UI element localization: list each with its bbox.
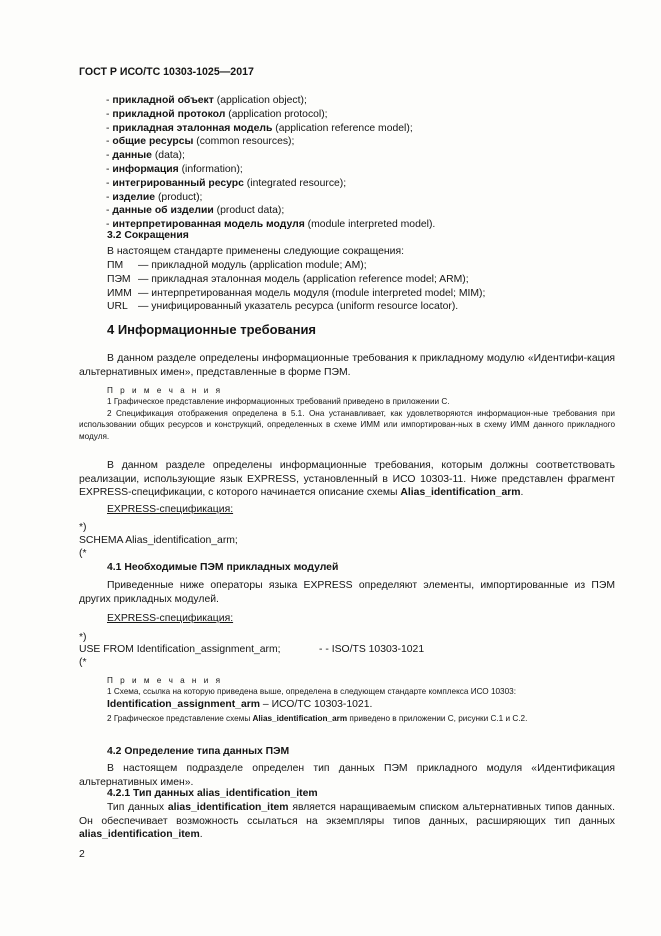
note-2: 2 Спецификация отображения определена в 5.1. Она устанавливает, как удовлетворяются информацион-ные требования при использовании общих ресурсов и конструкций, определенных в схеме ИММ или импортирован-ных в схему ИММ данного прикладного модуля. (79, 408, 615, 441)
section-4-heading: 4 Информационные требования (107, 322, 317, 337)
abbreviations-list (107, 259, 485, 314)
notes-label: П р и м е ч а н и я (107, 386, 223, 395)
code-close-2: (* (79, 657, 87, 668)
terms-list (106, 94, 435, 232)
abbreviation-item: URL — унифицированный указатель ресурса (uniform resource locator). (107, 301, 459, 313)
term-item: - данные об изделии (product data); (106, 205, 285, 217)
term-item: - информация (information); (106, 163, 243, 175)
code-open-1: *) (79, 522, 87, 533)
note-4-1-2: 2 Графическое представление схемы Alias_identification_arm приведено в приложении С, рисунки С.1 и С.2. (107, 714, 528, 723)
note-4-1-1: 1 Схема, ссылка на которую приведена выше, определена в следующем стандарте комплекса ИСО 10303: (107, 687, 516, 696)
code-use-line: USE FROM Identification_assignment_arm; (79, 644, 281, 655)
abbreviation-item: ИММ — интерпретированная модель модуля (module interpreted model; MIM); (107, 287, 486, 299)
term-item: - изделие (product); (106, 191, 203, 203)
term-item: - интерпретированная модель модуля (module interpreted model). (106, 219, 436, 231)
note-1: 1 Графическое представление информационных требований приведено в приложении С. (107, 397, 450, 406)
abbreviation-item: ПЭМ — прикладная эталонная модель (application reference model; ARM); (107, 273, 469, 285)
section-4-paragraph-1: В данном разделе определены информационные требования к прикладному модулю «Идентифи-кация альтернативных имен», представленные в форме ПЭМ. (79, 353, 615, 378)
notes-label-2: П р и м е ч а н и я (107, 676, 223, 685)
section-4-paragraph-2: В данном разделе определены информационные требования, которым должны соответствовать реализации, использующие язык EXPRESS, установленный в ИСО 10303-11. Ниже представлен фрагмент EXPRESS-спецификации, с которого начинается описание схемы Alias_identification_arm. (79, 460, 615, 499)
term-item: - прикладная эталонная модель (application reference model); (106, 122, 413, 134)
term-item: - прикладной объект (application object); (106, 95, 307, 106)
term-item: - данные (data); (106, 150, 185, 162)
code-open-2: *) (79, 632, 87, 643)
page-number: 2 (79, 849, 85, 860)
express-label-1: EXPRESS-спецификация: (107, 504, 234, 515)
section-4-notes (79, 396, 615, 442)
express-label-2: EXPRESS-спецификация: (107, 613, 234, 624)
code-use-comment: - - ISO/TS 10303-1021 (319, 644, 425, 655)
note-4-1-1-reference: Identification_assignment_arm – ИСО/ТС 10303-1021. (107, 699, 373, 710)
term-item: - прикладной протокол (application protocol); (106, 108, 328, 120)
term-item: - общие ресурсы (common resources); (106, 136, 295, 148)
code-close-1: (* (79, 548, 87, 559)
section-3-2-heading: 3.2 Сокращения (107, 230, 189, 241)
section-4-2-1-paragraph: Тип данных alias_identification_item является наращиваемым списком альтернативных типов данных. Он обеспечивает возможность ссылаться на экземпляры типов данных, расширяющих тип данных alias_identification_item. (79, 802, 616, 841)
section-4-2-heading: 4.2 Определение типа данных ПЭМ (107, 746, 290, 757)
term-item: - интегрированный ресурс (integrated resource); (106, 177, 347, 189)
section-4-2-paragraph: В настоящем подразделе определен тип данных ПЭМ прикладного модуля «Идентификация альтернативных имен». (79, 763, 615, 788)
section-4-1-paragraph: Приведенные ниже операторы языка EXPRESS определяют элементы, импортированные из ПЭМ других прикладных модулей. (79, 580, 615, 605)
abbreviation-item: ПМ — прикладной модуль (application module; AM); (107, 260, 367, 271)
section-4-1-heading: 4.1 Необходимые ПЭМ прикладных модулей (107, 562, 339, 573)
document-header: ГОСТ Р ИСО/ТС 10303-1025—2017 (79, 66, 254, 78)
section-3-2-intro: В настоящем стандарте применены следующие сокращения: (107, 246, 404, 257)
section-4-2-1-heading: 4.2.1 Тип данных alias_identification_item (107, 788, 318, 799)
code-schema-line: SCHEMA Alias_identification_arm; (79, 535, 238, 546)
